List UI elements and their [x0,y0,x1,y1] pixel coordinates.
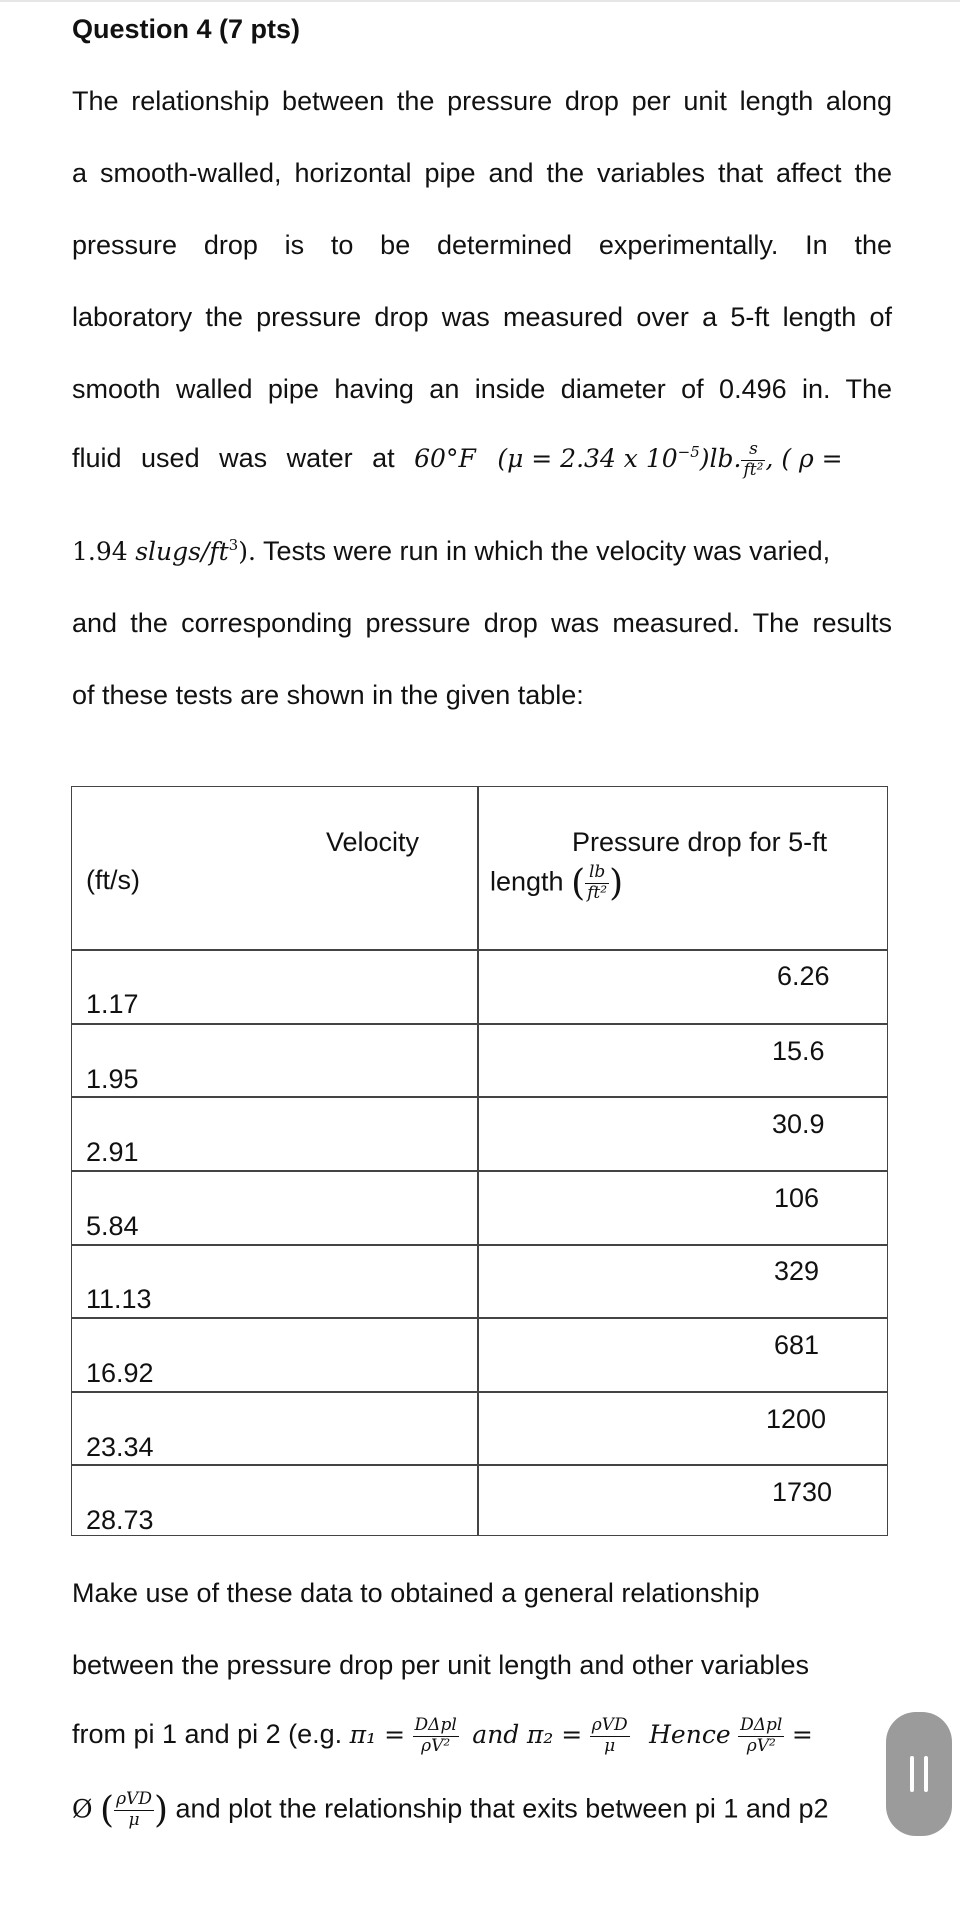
pressure-cell: 6.26 [777,961,830,991]
equals-sign: = [791,1720,813,1750]
table-column-divider [477,787,479,1535]
viscosity-unit-fraction: $\frac{s}{\text{ft²}}$ [743,439,764,480]
pressure-cell: 30.9 [772,1109,825,1139]
header-velocity: Velocity [326,827,420,857]
pi1-fraction: $\frac{\text{DΔpl}}{\text{ρV²}}$ [414,1715,457,1756]
conclusion-line-4 [72,1790,892,1831]
header-pressure-length-text: length [490,866,564,897]
grip-line [910,1756,914,1792]
header-pressure-length [490,863,623,904]
top-divider [0,0,960,2]
grip-line [924,1756,928,1792]
hence-fraction: $\frac{\text{DΔpl}}{\text{ρV²}}$ [740,1715,783,1756]
and-word: and [472,1720,520,1750]
paragraph-line-1: The relationship between the pressure drop per unit length along [72,86,892,116]
paren-close: ) [609,863,624,904]
fluid-line [72,440,892,480]
density-unit-exponent: 3 [228,536,239,554]
paragraph-line-9: of these tests are shown in the given table: [72,680,584,710]
pressure-cell: 15.6 [772,1036,825,1066]
velocity-cell: 11.13 [86,1284,152,1314]
pressure-cell: 681 [774,1330,820,1360]
pressure-cell: 1200 [766,1404,827,1434]
density-line [72,536,892,567]
paren-open: ( [100,1790,115,1831]
conclusion-line-2: between the pressure drop per unit length and other variables [72,1650,809,1680]
pi2-fraction: $\frac{\text{ρVD}}{\mu}$ [591,1715,628,1756]
viscosity-unit: )lb. [699,444,742,474]
phi-symbol: Ø [72,1794,93,1824]
density-open: , ( ρ = [765,444,843,474]
hence-word: Hence [649,1720,731,1750]
velocity-cell: 5.84 [86,1211,139,1241]
velocity-cell: 23.34 [86,1432,154,1462]
scroll-handle[interactable] [886,1712,952,1836]
conclusion-line-4-text: and plot the relationship that exits between pi 1 and p2 [175,1793,829,1824]
velocity-cell: 2.91 [86,1137,139,1167]
table-row-divider [72,1244,887,1246]
viscosity: (μ = 2.34 x 10 [497,444,678,474]
table-row-divider [72,1096,887,1098]
paren-close: ) [153,1790,169,1831]
paragraph-line-2: a smooth-walled, horizontal pipe and the variables that affect the [72,158,892,188]
pressure-cell: 1730 [772,1477,833,1507]
phi-fraction: $\frac{\text{ρVD}}{\mu}$ [116,1789,152,1830]
paragraph-line-8: and the corresponding pressure drop was measured. The results [72,608,892,638]
pi2-symbol: π₂ = [526,1720,583,1750]
table-row-divider [72,1317,887,1319]
conclusion-line-3 [72,1716,892,1756]
paragraph-line-5: smooth walled pipe having an inside diameter of 0.496 in. The [72,374,892,404]
paren-open: ( [571,863,586,904]
conclusion-line-1: Make use of these data to obtained a general relationship [72,1578,760,1608]
velocity-cell: 16.92 [86,1358,154,1388]
table-row-divider [72,1023,887,1025]
table-row-divider [72,1391,887,1393]
table-row-divider [72,949,887,951]
density-unit: slugs/ft [135,537,229,566]
velocity-cell: 28.73 [86,1505,154,1535]
fluid-text: fluid used was water at [72,443,395,474]
table-row-divider [72,1170,887,1172]
pi1-symbol: π₁ = [349,1720,406,1750]
velocity-cell: 1.17 [86,989,139,1019]
data-table [71,786,888,1536]
viscosity-exponent: −5 [677,443,700,462]
temperature: 60°F [414,444,476,474]
pressure-cell: 106 [774,1183,820,1213]
paragraph-line-3: pressure drop is to be determined experimentally. In the [72,230,892,260]
header-pressure: Pressure drop for 5-ft [572,827,828,857]
paragraph-line-4: laboratory the pressure drop was measured over a 5-ft length of [72,302,892,332]
question-title: Question 4 (7 pts) [72,14,301,44]
density-line-text: Tests were run in which the velocity was varied, [262,536,831,566]
header-pressure-unit: $\frac{lb}{\text{ft²}}$ [587,862,608,903]
header-velocity-unit: (ft/s) [86,865,140,895]
pressure-cell: 329 [774,1256,820,1286]
conclusion-line-3-text: from pi 1 and pi 2 (e.g. [72,1719,343,1750]
table-row-divider [72,1464,887,1466]
density-value: 1.94 [72,537,128,566]
velocity-cell: 1.95 [86,1064,139,1094]
density-close: ). [238,537,256,566]
